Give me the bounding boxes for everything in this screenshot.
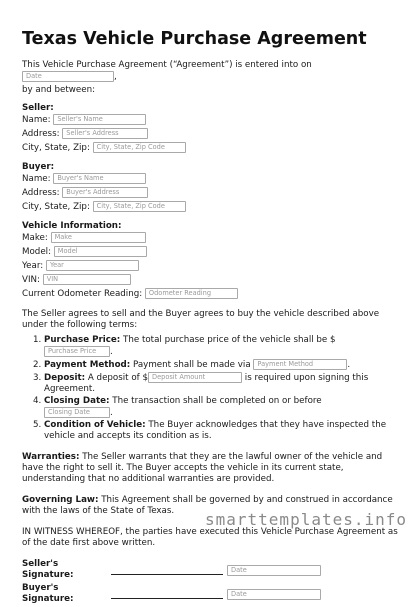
governing-law-title: Governing Law: — [22, 495, 99, 505]
seller-name-label: Name: — [22, 115, 51, 125]
condition-title: Condition of Vehicle: — [44, 420, 146, 430]
governing-law-text: This Agreement shall be governed by and construed in accordance with the laws of the State of Texas. — [22, 495, 393, 516]
model-field[interactable]: Model — [54, 246, 147, 257]
terms-intro: The Seller agrees to sell and the Buyer agrees to buy the vehicle described above under the following terms: — [22, 309, 380, 330]
buyer-heading: Buyer: — [22, 162, 55, 172]
buyer-signature-label: Buyer's Signature: — [22, 583, 74, 604]
buyer-address-field[interactable]: Buyer's Address — [62, 187, 148, 198]
term-condition — [44, 420, 400, 442]
term-deposit — [44, 372, 400, 395]
buyer-city-label: City, State, Zip: — [22, 202, 90, 212]
buyer-name-field[interactable]: Buyer's Name — [53, 173, 146, 184]
method-title: Payment Method: — [44, 360, 131, 370]
vin-field[interactable]: VIN — [43, 274, 131, 285]
seller-signature-line[interactable] — [111, 565, 223, 575]
odometer-field[interactable]: Odometer Reading — [145, 288, 238, 299]
vin-label: VIN: — [22, 275, 40, 285]
price-title: Purchase Price: — [44, 335, 121, 345]
year-label: Year: — [22, 261, 44, 271]
buyer-name-label: Name: — [22, 174, 51, 184]
term-closing-date — [44, 396, 400, 419]
closing-date-field[interactable]: Closing Date — [44, 407, 110, 418]
term-payment-method — [44, 359, 400, 371]
price-after: . — [110, 347, 113, 357]
buyer-address-label: Address: — [22, 188, 60, 198]
agreement-date-field[interactable]: Date — [22, 71, 114, 82]
year-field[interactable]: Year — [46, 260, 139, 271]
deposit-amount-field[interactable]: Deposit Amount — [148, 372, 242, 383]
buyer-signature-line[interactable] — [111, 589, 223, 599]
intro-line2: by and between: — [22, 85, 96, 95]
seller-date-field[interactable]: Date — [227, 565, 321, 576]
deposit-title: Deposit: — [44, 373, 86, 383]
buyer-section — [22, 162, 400, 213]
make-label: Make: — [22, 233, 48, 243]
seller-city-field[interactable]: City, State, Zip Code — [93, 142, 186, 153]
seller-signature-label: Seller's Signature: — [22, 559, 74, 580]
seller-section — [22, 103, 400, 154]
closing-title: Closing Date: — [44, 396, 110, 406]
intro-comma: , — [114, 72, 117, 82]
buyer-city-field[interactable]: City, State, Zip Code — [93, 201, 186, 212]
seller-address-field[interactable]: Seller's Address — [62, 128, 148, 139]
terms-list — [22, 335, 400, 442]
method-text: Payment shall be made via — [133, 360, 251, 370]
buyer-date-field[interactable]: Date — [227, 589, 321, 600]
price-text: The total purchase price of the vehicle shall be $ — [123, 335, 336, 345]
seller-signature-row — [22, 559, 400, 581]
term-purchase-price — [44, 335, 400, 358]
signature-block — [22, 559, 400, 605]
watermark-text: smarttemplates.info — [205, 510, 408, 529]
method-after: . — [347, 360, 351, 370]
page-title: Texas Vehicle Purchase Agreement — [22, 29, 367, 49]
deposit-after: is required upon signing this Agreement. — [44, 373, 369, 394]
payment-method-field[interactable]: Payment Method — [253, 359, 347, 370]
closing-after: . — [110, 408, 113, 418]
model-label: Model: — [22, 247, 52, 257]
vehicle-heading: Vehicle Information: — [22, 221, 122, 231]
vehicle-section — [22, 221, 400, 300]
intro-text: This Vehicle Purchase Agreement (“Agreement”) is entered into on — [22, 60, 312, 70]
intro-paragraph — [22, 60, 400, 96]
condition-text: The Buyer acknowledges that they have inspected the vehicle and accepts its condition as is. — [44, 420, 387, 441]
warranties-text: The Seller warrants that they are the lawful owner of the vehicle and have the right to sell it. The Buyer accepts the vehicle in its current state, understanding that no additional warranties are provided. — [22, 452, 383, 484]
odometer-label: Current Odometer Reading: — [22, 289, 143, 299]
buyer-signature-row — [22, 583, 400, 605]
seller-heading: Seller: — [22, 103, 54, 113]
make-field[interactable]: Make — [51, 232, 146, 243]
closing-text: The transaction shall be completed on or before — [112, 396, 322, 406]
warranties-title: Warranties: — [22, 452, 80, 462]
seller-address-label: Address: — [22, 129, 60, 139]
purchase-price-field[interactable]: Purchase Price — [44, 346, 110, 357]
witness-paragraph: IN WITNESS WHEREOF, the parties have executed this Vehicle Purchase Agreement as of the date first above written. — [22, 527, 398, 548]
seller-city-label: City, State, Zip: — [22, 143, 90, 153]
deposit-text: A deposit of $ — [87, 373, 149, 383]
warranties-paragraph — [22, 452, 400, 485]
seller-name-field[interactable]: Seller's Name — [53, 114, 146, 125]
